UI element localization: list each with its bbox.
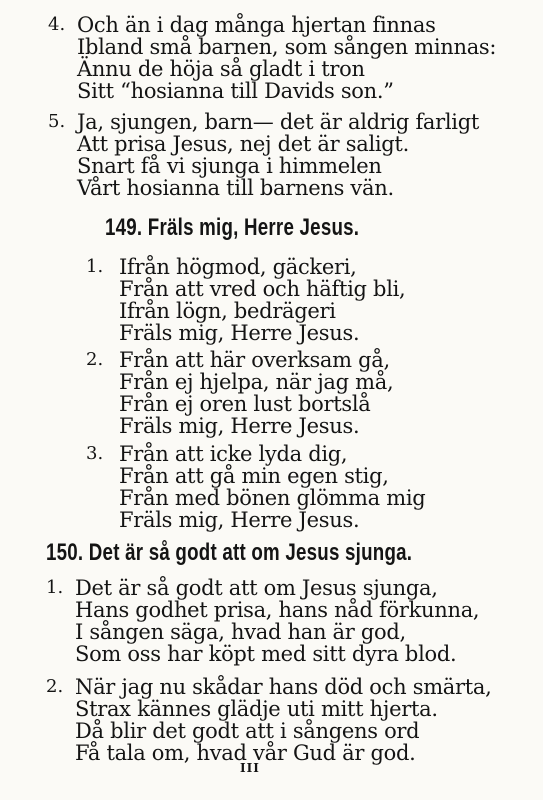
verse-line: Då blir det godt att i sångens ord (75, 719, 420, 743)
verse-line: Från att vred och häftig bli, (119, 277, 406, 301)
hymn-149-title: 149. Fräls mig, Herre Jesus. (105, 214, 360, 241)
verse-line: Ifrån högmod, gäckeri, (119, 255, 357, 279)
verse-line: Snart få vi sjunga i himmelen (77, 154, 382, 178)
verse-line: Och än i dag många hjertan finnas (77, 13, 436, 37)
verse-number: 5. (48, 111, 66, 132)
verse-number: 1. (86, 256, 104, 277)
verse-line: Fräls mig, Herre Jesus. (119, 321, 360, 345)
verse-line: Fräls mig, Herre Jesus. (119, 414, 360, 438)
verse-line: Fräls mig, Herre Jesus. (119, 508, 360, 532)
verse-line: Som oss har köpt med sitt dyra blod. (75, 642, 457, 666)
verse-line: Från att gå min egen stig, (119, 464, 389, 488)
verse-number: 2. (86, 349, 104, 370)
verse-line: I sången säga, hvad han är god, (75, 620, 406, 644)
verse-number: 2. (46, 676, 64, 697)
verse-line: Strax kännes glädje uti mitt hjerta. (75, 697, 438, 721)
verse-number: 1. (46, 577, 64, 598)
verse-line: Få tala om, hvad vår Gud är god. (75, 741, 416, 765)
verse-number: 4. (48, 14, 66, 35)
verse-line: Från med bönen glömma mig (119, 486, 426, 510)
verse-line: Ännu de höja så gladt i tron (77, 57, 365, 81)
verse-line: Ifrån lögn, bedrägeri (119, 299, 336, 323)
verse-line: När jag nu skådar hans död och smärta, (75, 675, 492, 699)
verse-line: Det är så godt att om Jesus sjunga, (75, 576, 438, 600)
verse-line: Ibland små barnen, som sången minnas: (77, 35, 497, 59)
verse-line: Vårt hosianna till barnens vän. (77, 176, 394, 200)
verse-line: Från att icke lyda dig, (119, 442, 348, 466)
verse-line: Ja, sjungen, barn— det är aldrig farligt (77, 110, 479, 134)
page-number: III (240, 761, 260, 775)
verse-line: Från att här overksam gå, (119, 348, 390, 372)
verse-line: Från ej oren lust bortslå (119, 392, 371, 416)
verse-line: Hans godhet prisa, hans nåd förkunna, (75, 598, 480, 622)
verse-line: Från ej hjelpa, när jag må, (119, 370, 394, 394)
verse-line: Att prisa Jesus, nej det är saligt. (77, 132, 409, 156)
verse-line: Sitt “hosianna till Davids son.” (77, 79, 394, 103)
verse-number: 3. (86, 443, 104, 464)
hymn-150-title: 150. Det är så godt att om Jesus sjunga. (46, 539, 413, 566)
